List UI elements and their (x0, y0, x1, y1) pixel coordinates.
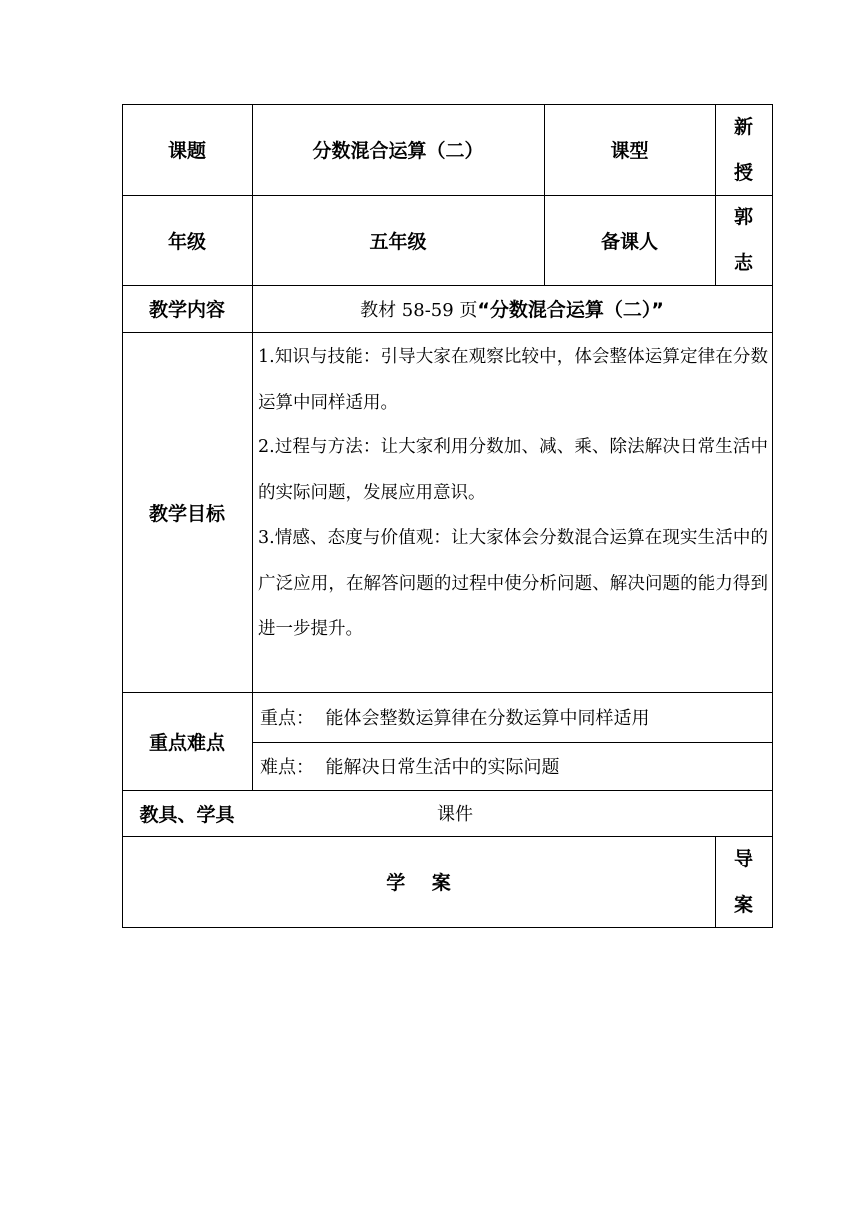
content-label: 教学内容 (148, 299, 225, 321)
teacher-value (715, 195, 772, 285)
subject-value: 分数混合运算（二） (312, 140, 484, 162)
content-value-title: “分数混合运算（二）” (477, 299, 664, 321)
tools-label: 教具、学具 (139, 803, 235, 826)
content-value (252, 285, 772, 332)
guide-plan-char: 案 (733, 893, 753, 916)
lesson-type-char: 新 (733, 115, 753, 138)
key-points-label: 重点难点 (148, 731, 225, 754)
difficult-point: 难点： 能解决日常生活中的实际问题 (260, 757, 560, 778)
objectives-label: 教学目标 (148, 502, 225, 525)
guide-plan-label (715, 836, 772, 927)
teacher-char: 郭 (733, 206, 753, 228)
objective-process: 2.过程与方法：让大家利用分数加、减、乘、除法解决日常生活中的实际问题，发展应用意识。 (258, 437, 768, 503)
lesson-type-char: 授 (733, 161, 753, 184)
lesson-type-label: 课型 (610, 140, 649, 162)
tools-value: 课件 (437, 804, 473, 825)
teacher-label: 备课人 (600, 230, 658, 253)
lesson-type-value (715, 104, 772, 195)
key-point: 重点： 能体会整数运算律在分数运算中同样适用 (260, 708, 650, 729)
table-rule (122, 927, 773, 928)
table-rule (772, 104, 773, 928)
subject-label: 课题 (167, 140, 206, 162)
guide-plan-char: 导 (733, 847, 753, 870)
grade-label: 年级 (167, 230, 206, 253)
content-value-prefix: 教材 58-59 页 (360, 299, 478, 321)
study-plan-label: 学 案 (386, 872, 451, 894)
objective-knowledge: 1.知识与技能：引导大家在观察比较中，体会整体运算定律在分数运算中同样适用。 (258, 347, 768, 413)
teacher-char: 志 (733, 252, 753, 274)
objective-attitude: 3.情感、态度与价值观：让大家体会分数混合运算在现实生活中的广泛应用，在解答问题的过程中使分析问题、解决问题的能力得到进一步提升。 (258, 528, 768, 639)
grade-value: 五年级 (369, 230, 427, 253)
